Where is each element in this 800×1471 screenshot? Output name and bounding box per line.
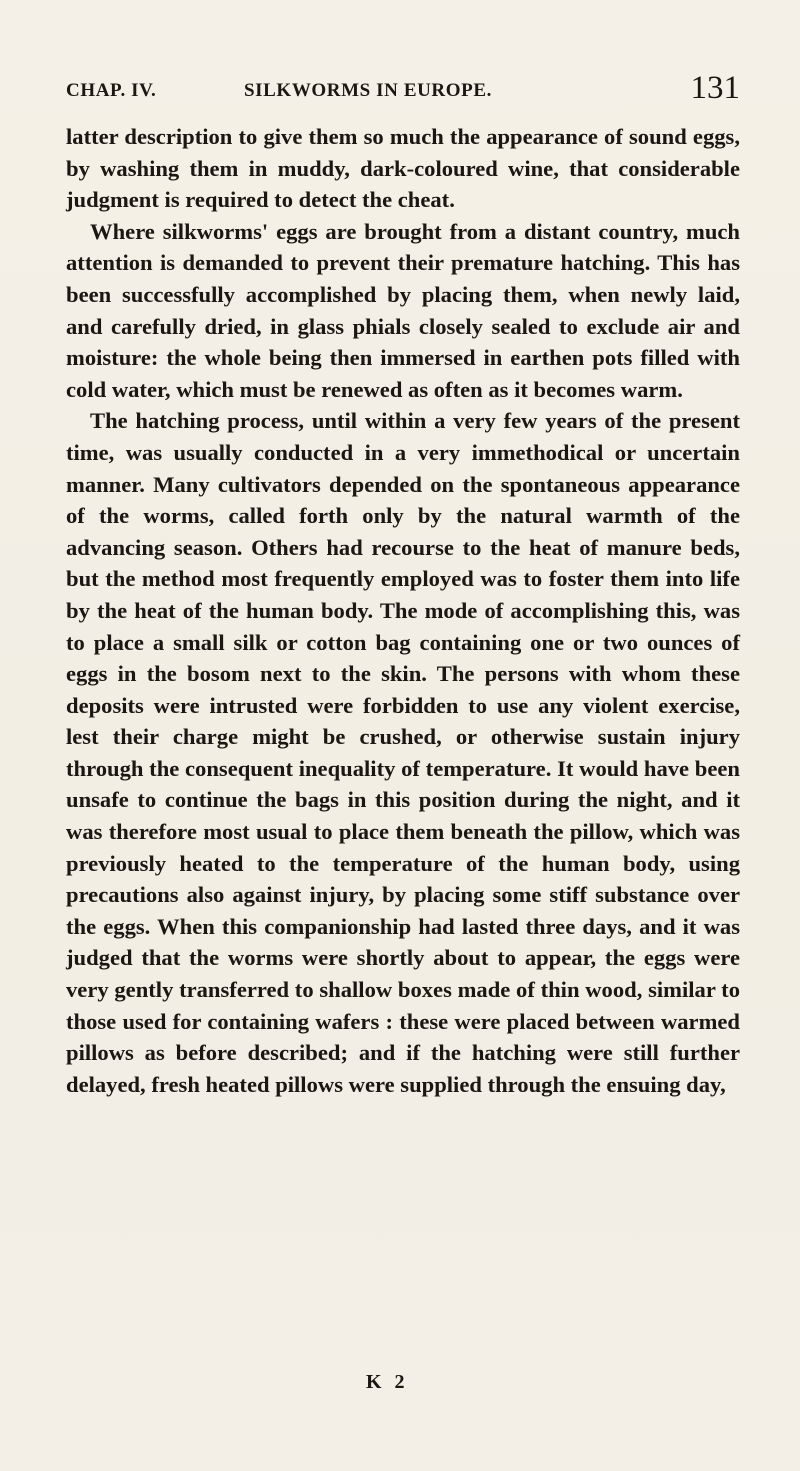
page-number: 131	[690, 70, 740, 106]
paragraph: latter description to give them so much the appearance of sound eggs, by washing them in muddy, dark-coloured wine, that considerable judgment is required to detect the cheat.	[66, 124, 740, 213]
signature-mark: K 2	[366, 1371, 409, 1393]
paragraph: The hatching process, until within a very few years of the present time, was usually conducted in a very immethodical or uncertain manner. Many cultivators depended on the spontaneous appearance of the worms, called forth only by the natural warmth of the advancing season. Others had recourse to the heat of manure beds, but the method most frequently employed was to foster them into life by the heat of the human body. The mode of accomplishing this, was to place a small silk or cotton bag containing one or two ounces of eggs in the bosom next to the skin. The persons with whom these deposits were intrusted were forbidden to use any violent exercise, lest their charge might be crushed, or otherwise sustain injury through the consequent inequality of temperature. It would have been unsafe to continue the bags in this position during the night, and it was therefore most usual to place them beneath the pillow, which was previously heated to the temperature of the human body, using precautions also against injury, by placing some stiff substance over the eggs. When this companionship had lasted three days, and it was judged that the worms were shortly about to appear, the eggs were very gently transferred to shallow boxes made of thin wood, similar to those used for containing wafers : these were placed between warmed pillows as before described; and if the hatching were still further delayed, fresh heated pillows were supplied through the ensuing day,	[66, 408, 740, 1097]
chapter-label: CHAP. IV.	[66, 80, 157, 101]
running-head	[66, 70, 740, 110]
body-text	[66, 121, 740, 1100]
paragraph: Where silkworms' eggs are brought from a distant country, much attention is demanded to prevent their premature hatching. This has been successfully accomplished by placing them, when newly laid, and carefully dried, in glass phials closely sealed to exclude air and moisture: the whole being then immersed in earthen pots filled with cold water, which must be renewed as often as it becomes warm.	[66, 218, 740, 402]
running-title: SILKWORMS IN EUROPE.	[244, 80, 492, 101]
